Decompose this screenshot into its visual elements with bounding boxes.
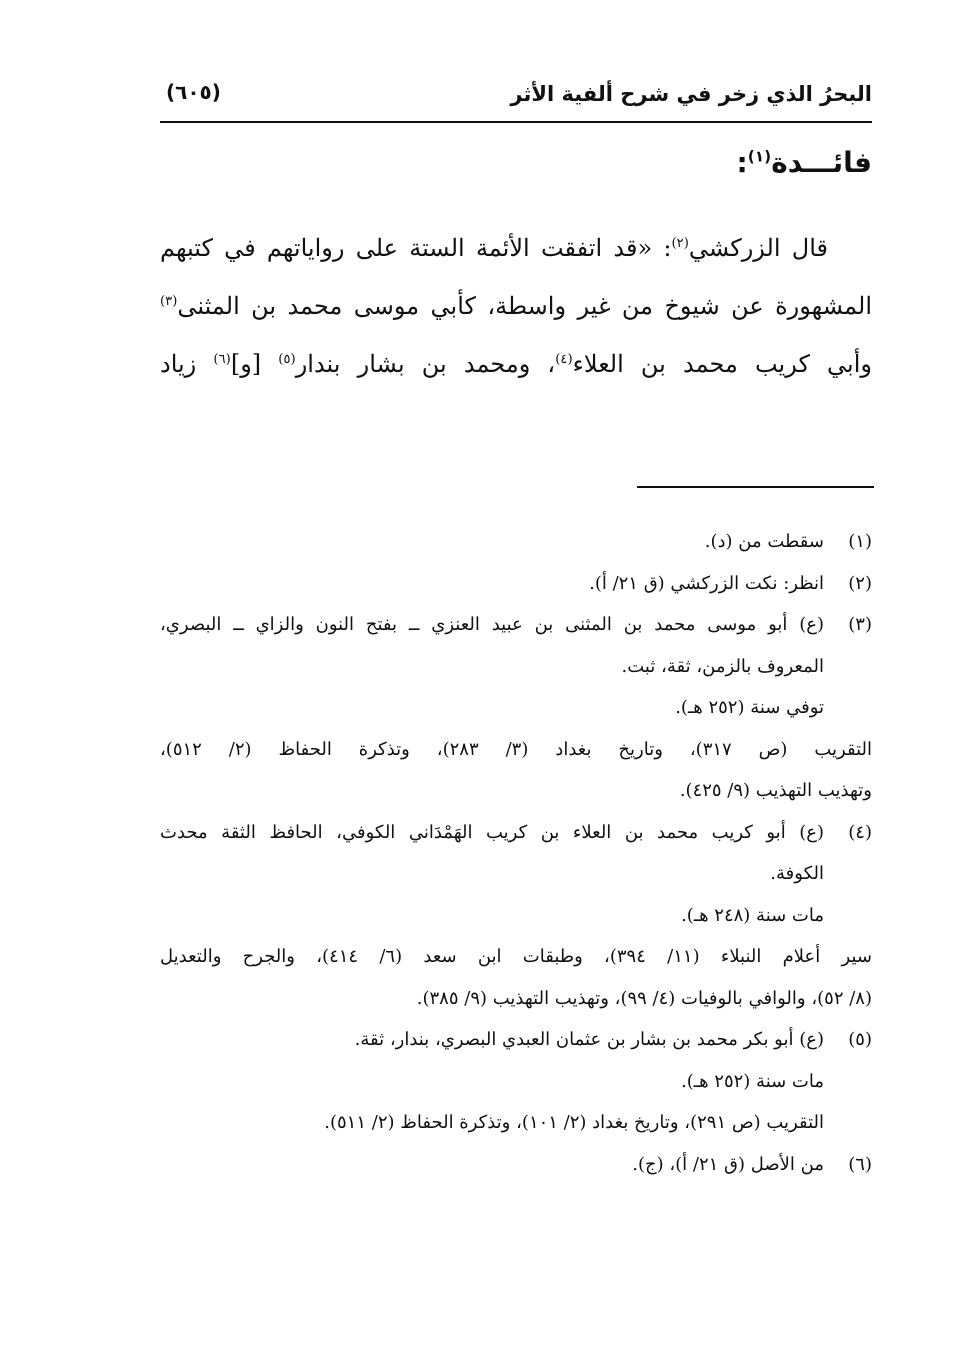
footnote-text: مات سنة (٢٥٢ هـ).	[681, 1070, 824, 1092]
text-line	[160, 335, 872, 393]
footnote-line	[160, 1061, 872, 1103]
footnote-marker: (٤)	[555, 352, 573, 367]
text-line	[160, 277, 872, 335]
footnote-number: (٣)	[848, 614, 872, 635]
footnote-number: (٥)	[848, 1029, 872, 1050]
section-heading	[737, 146, 872, 179]
footnote-marker: (٣)	[160, 294, 178, 309]
footnote-line	[160, 1102, 872, 1144]
footnote-line	[160, 1019, 872, 1061]
footnote-text: (ع) أبو موسى محمد بن المثنى بن عبيد العنزي ــ بفتح النون والزاي ــ البصري،	[160, 614, 824, 635]
section-heading-text: فائـــدة	[771, 146, 872, 179]
footnote-line	[160, 770, 872, 812]
text-run: قال الزركشي	[688, 234, 828, 262]
text-run: : «قد اتفقت الأئمة الستة على رواياتهم في كتبهم	[160, 234, 672, 262]
footnote-text: الكوفة.	[770, 863, 824, 884]
footnote-line	[160, 729, 872, 771]
footnote-number: (١)	[848, 531, 872, 552]
text-run: وأبي كريب محمد بن العلاء	[572, 350, 872, 378]
page-number: (٦٠٥)	[166, 80, 221, 104]
footnote-text: توفي سنة (٢٥٢ هـ).	[675, 697, 824, 718]
footnote-text: التقريب (ص ٢٩١)، وتاريخ بغداد (٢/ ١٠١)، وتذكرة الحفاظ (٢/ ٥١١).	[324, 1112, 824, 1133]
heading-colon: :	[736, 146, 748, 179]
footnote-text: مات سنة (٢٤٨ هـ).	[681, 904, 824, 926]
footnote-line	[160, 604, 872, 646]
footnote-text: من الأصل (ق ٢١/ أ)، (ج).	[632, 1153, 824, 1175]
page-header	[160, 76, 872, 120]
footnote-marker: (٥)	[278, 352, 296, 367]
footnote-line	[160, 978, 872, 1020]
footnote-text: التقريب (ص ٣١٧)، وتاريخ بغداد (٣/ ٢٨٣)، وتذكرة الحفاظ (٢/ ٥١٢)،	[160, 738, 873, 760]
footnote-line	[160, 687, 872, 729]
footnote-number: (٢)	[848, 572, 872, 594]
footnote-marker: (١)	[747, 147, 772, 166]
text-run: زياد	[160, 350, 214, 378]
footnote-text: (ع) أبو كريب محمد بن العلاء بن كريب الهَمْدَاني الكوفي، الحافظ الثقة محدث	[160, 821, 824, 843]
footnote-number: (٦)	[848, 1153, 872, 1175]
text-run: [و]	[230, 350, 279, 378]
main-text	[160, 219, 872, 393]
footnote-line	[160, 646, 872, 688]
footnote-line	[160, 1144, 872, 1186]
footnote-line	[160, 521, 872, 563]
header-rule	[160, 121, 872, 123]
text-run: المشهورة عن شيوخ من غير واسطة، كأبي موسى محمد بن المثنى	[177, 292, 872, 320]
footnote-marker: (٦)	[213, 352, 231, 367]
footnote-line	[160, 936, 872, 978]
footnote-text: (٨/ ٥٢)، والوافي بالوفيات (٤/ ٩٩)، وتهذيب التهذيب (٩/ ٣٨٥).	[416, 987, 872, 1009]
footnotes	[160, 521, 872, 1185]
footnote-number: (٤)	[848, 821, 872, 843]
text-line	[160, 219, 872, 277]
footnote-line	[160, 895, 872, 937]
footnote-line	[160, 812, 872, 854]
running-title: البحرُ الذي زخر في شرح ألفية الأثر	[510, 82, 872, 106]
footnote-separator	[637, 486, 874, 488]
footnote-text: المعروف بالزمن، ثقة، ثبت.	[621, 655, 824, 677]
footnote-marker: (٢)	[671, 236, 689, 251]
footnote-text: (ع) أبو بكر محمد بن بشار بن عثمان العبدي البصري، بندار، ثقة.	[354, 1029, 824, 1050]
footnote-text: سير أعلام النبلاء (١١/ ٣٩٤)، وطبقات ابن سعد (٦/ ٤١٤)، والجرح والتعديل	[160, 946, 872, 967]
footnote-text: سقطت من (د).	[704, 531, 824, 552]
footnote-text: وتهذيب التهذيب (٩/ ٤٢٥).	[679, 780, 872, 801]
footnote-text: انظر: نكت الزركشي (ق ٢١/ أ).	[589, 572, 824, 594]
footnote-line	[160, 563, 872, 605]
footnote-line	[160, 853, 872, 895]
text-run: ، ومحمد بن بشار بندار	[295, 350, 556, 378]
